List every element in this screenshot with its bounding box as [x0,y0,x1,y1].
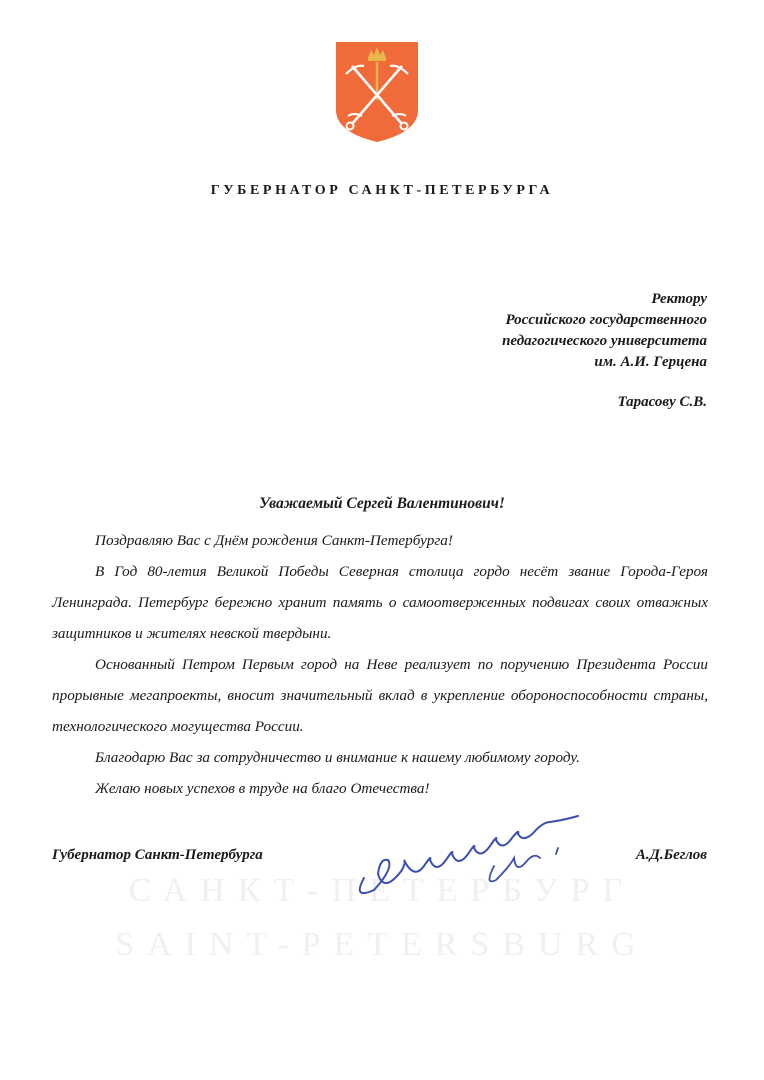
watermark-russian: САНКТ-ПЕТЕРБУРГ [128,872,636,909]
paragraph: Поздравляю Вас с Днём рождения Санкт-Петербурга! [95,532,453,549]
recipient-line: педагогического университета [502,333,707,349]
recipient-name: Тарасову С.В. [617,394,707,410]
recipient-line: Ректору [651,291,707,307]
watermark-english: SAINT-PETERSBURG [115,926,649,963]
saint-petersburg-coat-of-arms-icon [334,40,420,144]
handwritten-signature-icon [344,808,594,918]
paragraph: В Год 80-летия Великой Победы Северная столица гордо несёт звание Города-Героя Ленинграда. Петербург бережно хранит память о самоотверженных подвигах своих отважных защитников и жителях невской твердыни. [52,563,708,642]
salutation: Уважаемый Сергей Валентинович! [259,495,505,512]
recipient-line: им. А.И. Герцена [594,354,707,370]
paragraph: Благодарю Вас за сотрудничество и внимание к нашему любимому городу. [95,749,580,766]
signatory-name: А.Д.Беглов [635,847,707,863]
recipient-line: Российского государственного [505,312,707,328]
paragraph: Основанный Петром Первым город на Неве реализует по поручению Президента России прорывные мегапроекты, вносит значительный вклад в укрепление обороноспособности страны, технологического могущества России. [52,656,708,735]
signatory-role: Губернатор Санкт-Петербурга [52,847,263,863]
paragraph: Желаю новых успехов в труде на благо Отечества! [95,780,430,797]
letter-body [52,525,708,804]
recipient-address [387,289,707,373]
organization-title: ГУБЕРНАТОР САНКТ-ПЕТЕРБУРГА [210,183,554,198]
